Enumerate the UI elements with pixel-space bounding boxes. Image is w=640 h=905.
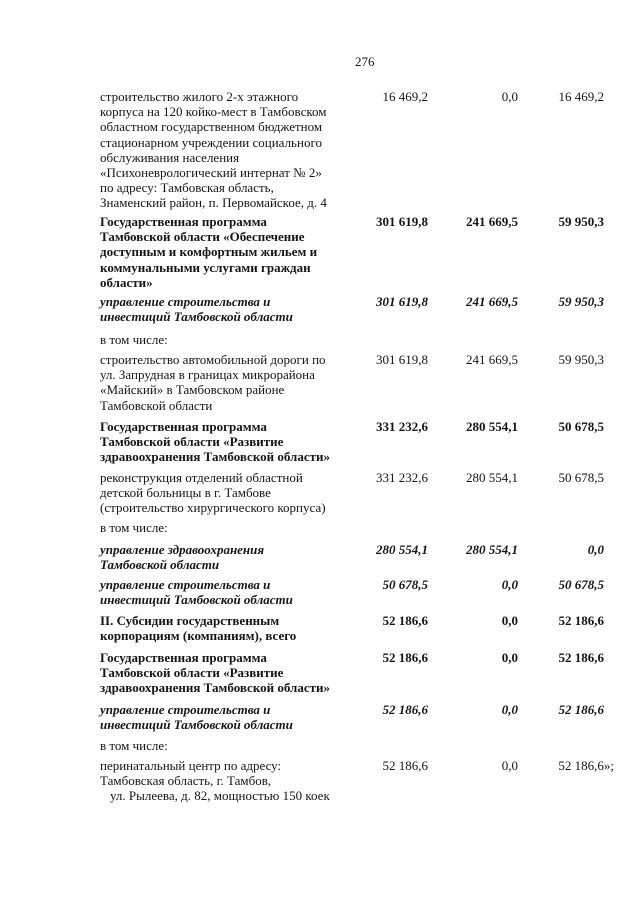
- amount-col-2: 0,0: [501, 650, 518, 665]
- description-line: управление строительства и: [100, 294, 271, 309]
- description-line: Государственная программа: [100, 650, 267, 665]
- description-line: в том числе:: [100, 520, 168, 535]
- description-line: инвестиций Тамбовской области: [100, 309, 293, 325]
- description-line: строительство автомобильной дороги по: [100, 352, 326, 367]
- row-description: [100, 702, 350, 732]
- description-line: II. Субсидии государственным: [100, 613, 280, 628]
- amount-col-1: 50 678,5: [382, 577, 428, 592]
- description-line: в том числе:: [100, 738, 168, 753]
- table-row-department: [0, 294, 640, 325]
- description-line: стационарном учреждении социального: [100, 134, 322, 150]
- description-line: Тамбовской области: [100, 557, 220, 573]
- description-line: по адресу: Тамбовская область,: [100, 180, 274, 196]
- amount-col-1: 301 619,8: [376, 214, 428, 229]
- description-line: здравоохранения Тамбовской области»: [100, 449, 330, 465]
- table-row-section: [0, 613, 640, 644]
- amount-col-1: 52 186,6: [382, 758, 428, 773]
- table-row-subheading: [0, 738, 640, 754]
- description-line: Государственная программа: [100, 419, 267, 434]
- description-line: Тамбовской области «Развитие: [100, 434, 284, 450]
- amount-col-3: 59 950,3: [558, 294, 604, 309]
- table-row-subheading: [0, 520, 640, 536]
- description-line: корпуса на 120 койко-мест в Тамбовском: [100, 104, 327, 120]
- row-description: [100, 89, 350, 211]
- amount-col-3: 52 186,6: [558, 702, 604, 717]
- table-row: [0, 470, 640, 516]
- amount-col-2: 241 669,5: [466, 214, 518, 229]
- amount-col-1: 16 469,2: [382, 89, 428, 104]
- amount-col-2: 0,0: [501, 702, 518, 717]
- table-row-subheading: [0, 332, 640, 348]
- description-line: ул. Запрудная в границах микрорайона: [100, 367, 315, 383]
- row-description: [100, 650, 350, 696]
- amount-col-3: 50 678,5: [558, 470, 604, 485]
- row-description: [100, 738, 350, 753]
- amount-col-3: 0,0: [587, 542, 604, 557]
- table-row-program: [0, 650, 640, 696]
- row-description: [100, 758, 350, 804]
- row-description: [100, 577, 350, 607]
- amount-col-3: 50 678,5: [558, 577, 604, 592]
- description-line: здравоохранения Тамбовской области»: [100, 680, 330, 696]
- amount-col-2: 0,0: [501, 613, 518, 628]
- description-line: Тамбовской области «Обеспечение: [100, 229, 305, 245]
- row-description: [100, 520, 350, 535]
- amount-col-3: 50 678,5: [558, 419, 604, 434]
- description-line: ул. Рылеева, д. 82, мощностью 150 коек: [110, 788, 330, 804]
- table-row-department: [0, 542, 640, 573]
- amount-col-2: 241 669,5: [466, 294, 518, 309]
- description-line: перинатальный центр по адресу:: [100, 758, 282, 773]
- row-description: [100, 613, 350, 643]
- amount-col-2: 280 554,1: [466, 419, 518, 434]
- description-line: Государственная программа: [100, 214, 267, 229]
- amount-col-3: 52 186,6: [558, 613, 604, 628]
- row-description: [100, 470, 350, 516]
- description-line: Тамбовская область, г. Тамбов,: [100, 773, 272, 789]
- row-description: [100, 419, 350, 465]
- table-row: [0, 89, 640, 211]
- description-line: области»: [100, 274, 153, 290]
- description-line: корпорациям (компаниям), всего: [100, 628, 297, 644]
- description-line: «Майский» в Тамбовском районе: [100, 382, 285, 398]
- table-row-program: [0, 419, 640, 465]
- description-line: «Психоневрологический интернат № 2»: [100, 165, 322, 181]
- row-description: [100, 352, 350, 413]
- row-description: [100, 294, 350, 324]
- amount-col-1: 331 232,6: [376, 419, 428, 434]
- amount-col-1: 280 554,1: [376, 542, 428, 557]
- amount-col-2: 280 554,1: [466, 470, 518, 485]
- amount-col-1: 52 186,6: [382, 702, 428, 717]
- amount-col-3: 16 469,2: [558, 89, 604, 104]
- row-description: [100, 214, 350, 290]
- amount-col-2: 0,0: [501, 577, 518, 592]
- row-description: [100, 332, 350, 347]
- description-line: детской больницы в г. Тамбове: [100, 485, 271, 501]
- amount-col-3: 52 186,6: [558, 650, 604, 665]
- amount-col-1: 52 186,6: [382, 613, 428, 628]
- amount-col-2: 241 669,5: [466, 352, 518, 367]
- table-row-department: [0, 702, 640, 733]
- description-line: Тамбовской области «Развитие: [100, 665, 284, 681]
- amount-col-1: 301 619,8: [376, 294, 428, 309]
- description-line: в том числе:: [100, 332, 168, 347]
- table-row: [0, 352, 640, 413]
- description-line: управление строительства и: [100, 577, 271, 592]
- description-line: управление здравоохранения: [100, 542, 265, 557]
- table-row: [0, 758, 640, 804]
- amount-col-3: 59 950,3: [558, 214, 604, 229]
- amount-col-2: 280 554,1: [466, 542, 518, 557]
- row-description: [100, 542, 350, 572]
- description-line: (строительство хирургического корпуса): [100, 500, 326, 516]
- description-line: инвестиций Тамбовской области: [100, 717, 293, 733]
- page-number: 276: [355, 54, 375, 69]
- table-row-department: [0, 577, 640, 608]
- amount-col-2: 0,0: [501, 89, 518, 104]
- amount-col-1: 52 186,6: [382, 650, 428, 665]
- description-line: обслуживания населения: [100, 149, 240, 165]
- description-line: коммунальными услугами граждан: [100, 259, 311, 275]
- description-line: инвестиций Тамбовской области: [100, 592, 293, 608]
- table-row-program: [0, 214, 640, 290]
- amount-col-3: 59 950,3: [558, 352, 604, 367]
- amount-col-3: 52 186,6»;: [558, 758, 614, 773]
- amount-col-1: 301 619,8: [376, 352, 428, 367]
- description-line: управление строительства и: [100, 702, 271, 717]
- description-line: областном государственном бюджетном: [100, 119, 323, 135]
- description-line: строительство жилого 2-х этажного: [100, 89, 299, 104]
- description-line: Знаменский район, п. Первомайское, д. 4: [100, 195, 327, 211]
- description-line: доступным и комфортным жильем и: [100, 244, 318, 260]
- description-line: реконструкция отделений областной: [100, 470, 303, 485]
- amount-col-2: 0,0: [501, 758, 518, 773]
- description-line: Тамбовской области: [100, 397, 213, 413]
- amount-col-1: 331 232,6: [376, 470, 428, 485]
